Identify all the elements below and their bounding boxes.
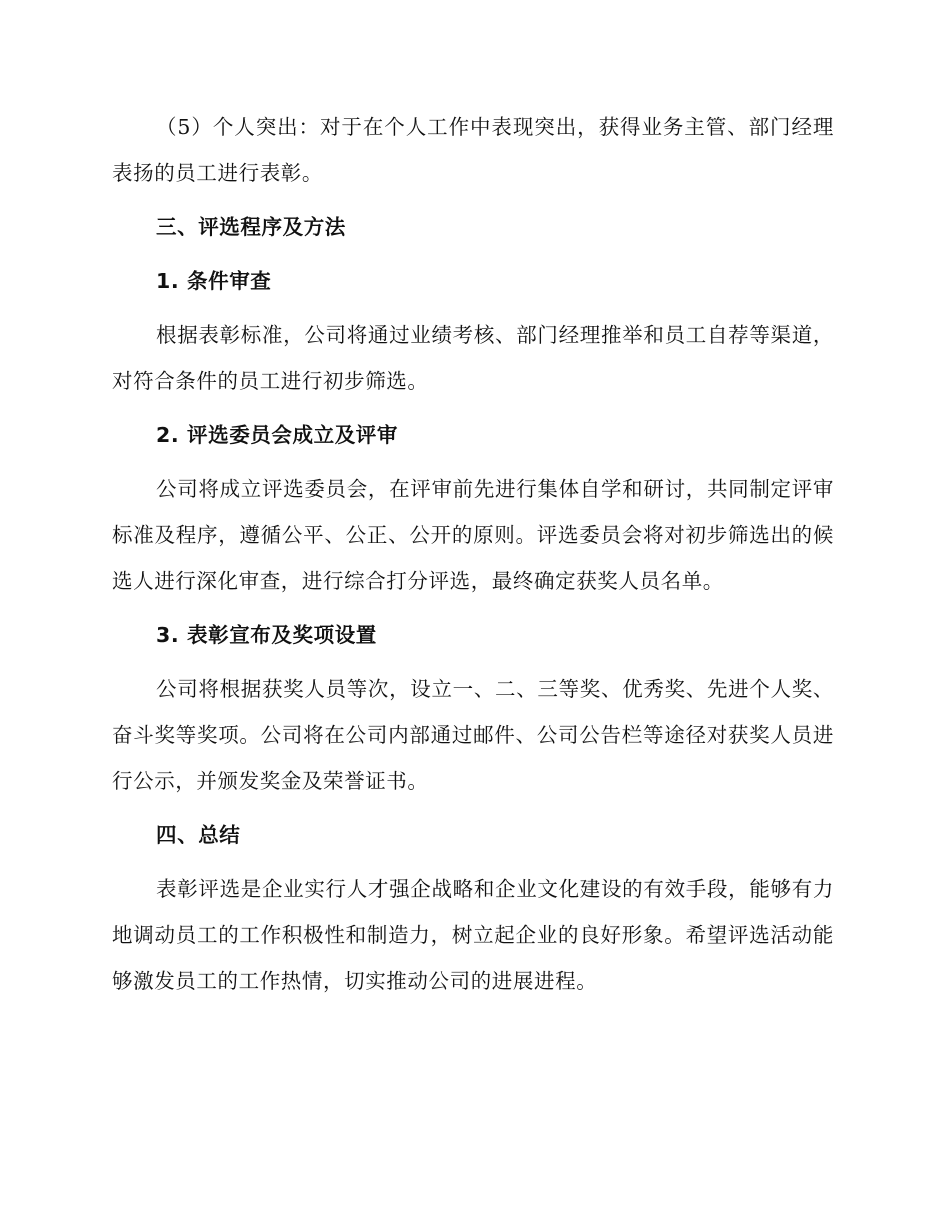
document-page — [112, 104, 834, 1012]
paragraph-condition-review: 根据表彰标准，公司将通过业绩考核、部门经理推举和员工自荐等渠道，对符合条件的员工进行初步筛选。 — [112, 323, 834, 393]
paragraph-committee-review: 公司将成立评选委员会，在评审前先进行集体自学和研讨，共同制定评审标准及程序，遵循公平、公正、公开的原则。评选委员会将对初步筛选出的候选人进行深化审查，进行综合打分评选，最终确定获奖人员名单。 — [112, 477, 834, 593]
subsection-title-2: 2. 评选委员会成立及评审 — [156, 423, 398, 447]
paragraph-award-announcement: 公司将根据获奖人员等次，设立一、二、三等奖、优秀奖、先进个人奖、奋斗奖等奖项。公司将在公司内部通过邮件、公司公告栏等途径对获奖人员进行公示，并颁发奖金及荣誉证书。 — [112, 677, 834, 793]
subsection-title-1: 1. 条件审查 — [156, 269, 272, 293]
paragraph-summary: 表彰评选是企业实行人才强企战略和企业文化建设的有效手段，能够有力地调动员工的工作积极性和制造力，树立起企业的良好形象。希望评选活动能够激发员工的工作热情，切实推动公司的进展进程。 — [112, 877, 834, 993]
section-heading-4: 四、总结 — [156, 823, 241, 847]
section-heading-3: 三、评选程序及方法 — [156, 215, 346, 239]
paragraph-individual-award: （5）个人突出：对于在个人工作中表现突出，获得业务主管、部门经理表扬的员工进行表彰。 — [112, 115, 834, 185]
subsection-title-3: 3. 表彰宣布及奖项设置 — [156, 623, 377, 647]
